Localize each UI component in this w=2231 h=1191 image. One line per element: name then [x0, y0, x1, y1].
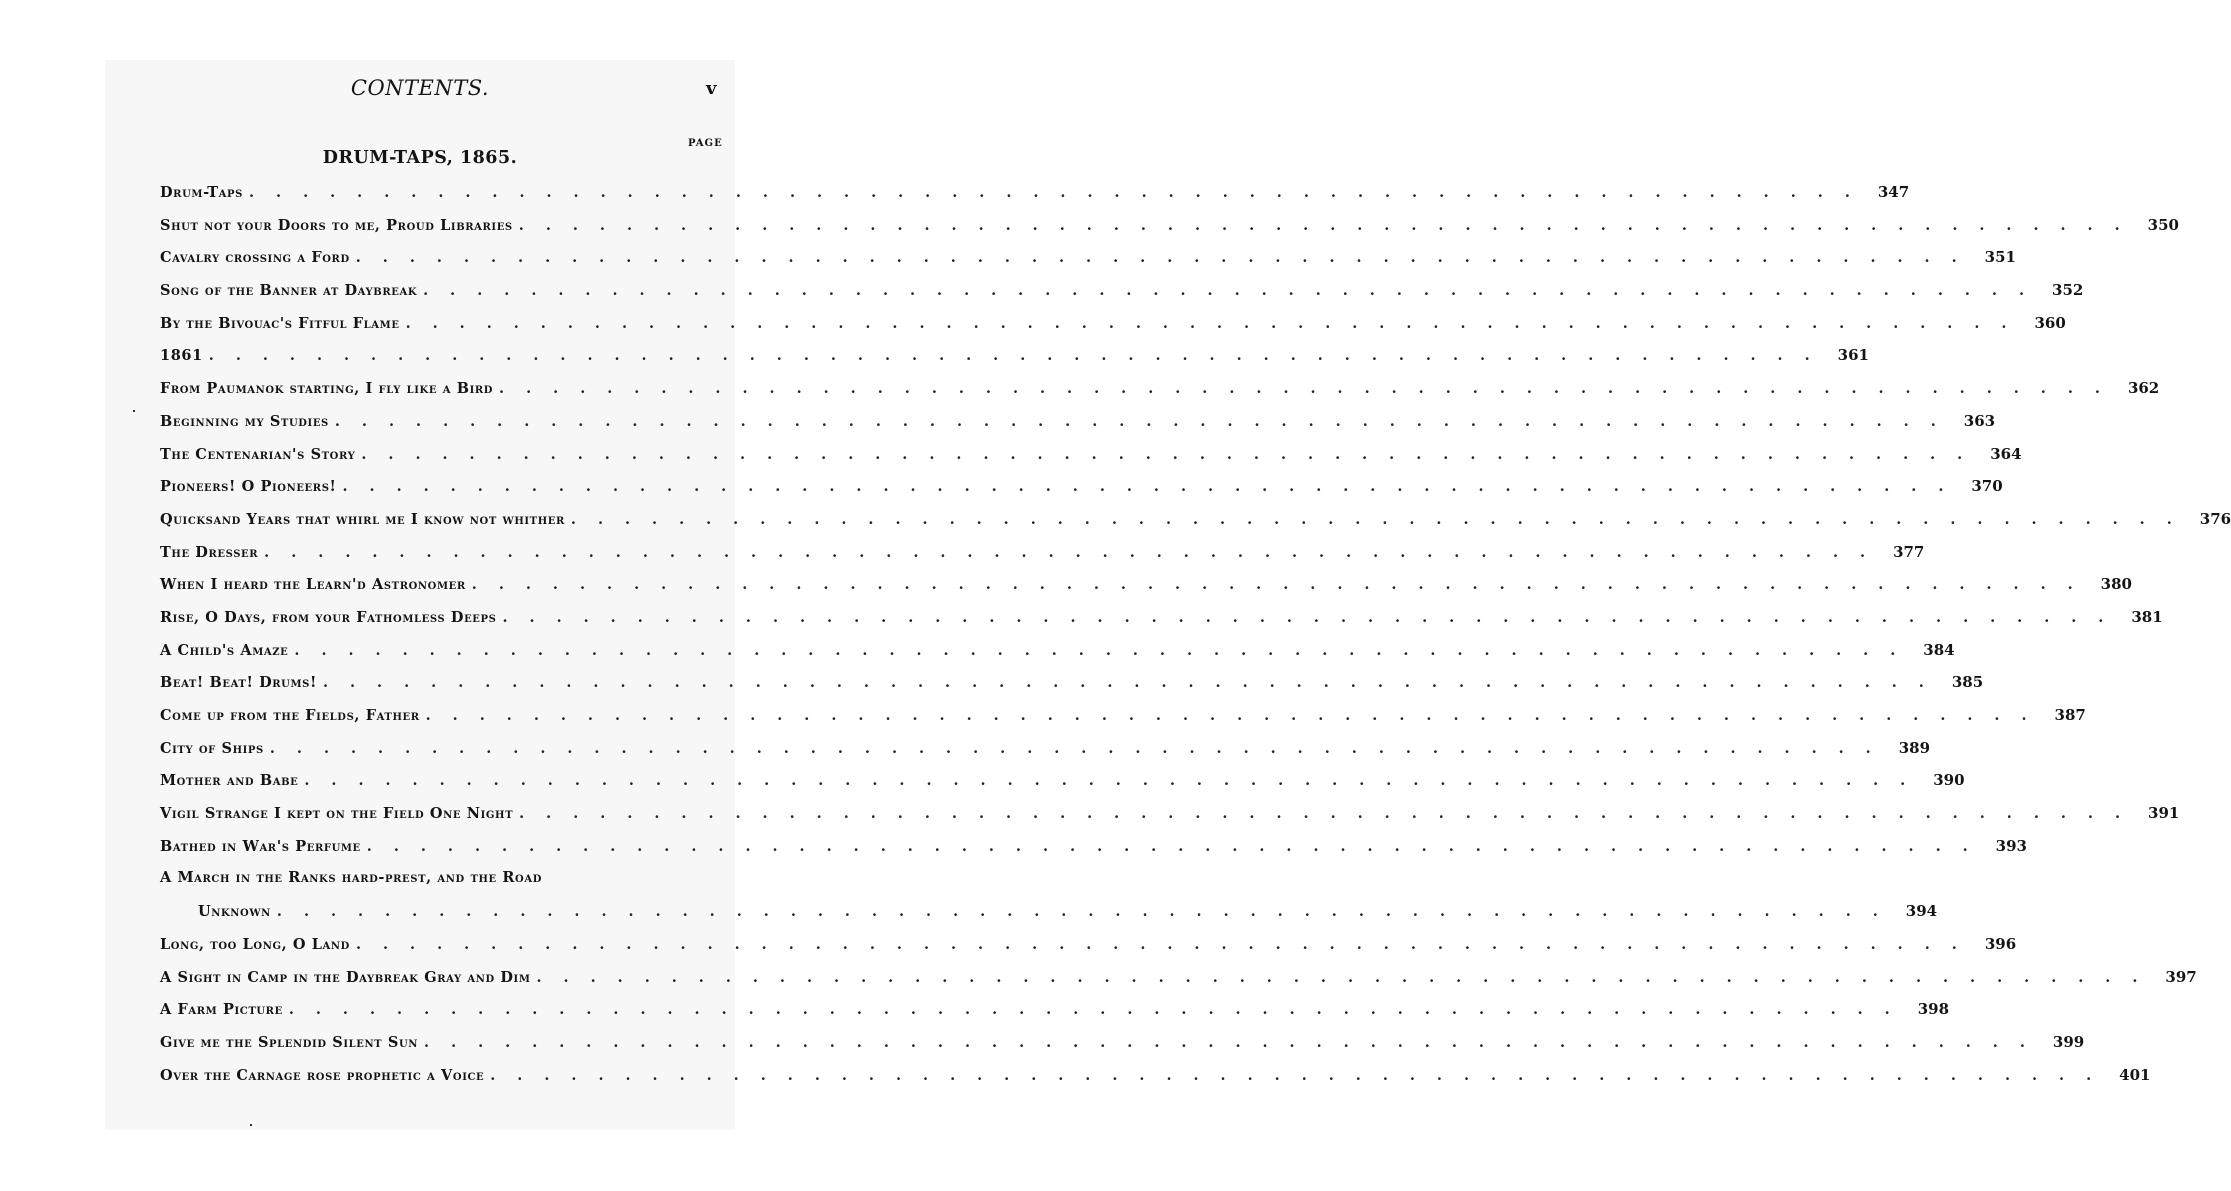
dot-leader: ............................................................ [264, 543, 1888, 561]
dot-leader: ............................................................ [536, 968, 2160, 986]
toc-entry-page: 364 [1990, 444, 2022, 463]
toc-entry [160, 215, 2179, 249]
toc-entry-title: Unknown [198, 903, 271, 921]
toc-entry-page: 360 [2034, 313, 2066, 332]
toc-entry-page: 361 [1837, 346, 1869, 365]
toc-entry-title: Vigil Strange I kept on the Field One Night [160, 805, 514, 823]
toc-entry [160, 804, 2180, 837]
toc-entry-page: 391 [2148, 804, 2180, 823]
toc-entry-page: 401 [2119, 1065, 2151, 1084]
toc-entry [160, 183, 1910, 216]
toc-entry [160, 706, 2086, 739]
toc-entry-page: 390 [1933, 771, 1965, 790]
toc-entry [160, 379, 2160, 412]
toc-entry [160, 281, 2084, 314]
toc-entry-page: 389 [1898, 738, 1931, 757]
toc-entry-page: 351 [1984, 248, 2016, 267]
toc-entry-title: From Paumanok starting, I fly like a Bird [160, 380, 494, 398]
toc-entry-page: 385 [1951, 673, 1984, 692]
toc-entry [160, 1000, 1950, 1033]
running-title: CONTENTS. [350, 76, 490, 100]
toc-entry-page: 376 [2199, 509, 2231, 528]
toc-entry [160, 1065, 2151, 1099]
toc-entry-title: Mother and Babe [160, 772, 299, 790]
toc-entry-page: 380 [2100, 575, 2132, 594]
dot-leader: ............................................................ [342, 478, 1966, 496]
toc-entry-title: Pioneers! O Pioneers! [160, 478, 337, 496]
toc-entry-page: 350 [2147, 215, 2179, 234]
toc-entry-page: 363 [1963, 411, 1996, 430]
toc-entry-page: 394 [1905, 902, 1938, 921]
toc-entry-page: 399 [2052, 1032, 2085, 1051]
toc-entry-page: 397 [2165, 967, 2197, 986]
toc-entry [160, 248, 2016, 281]
toc-entry-title: Rise, O Days, from your Fathomless Deeps [160, 608, 497, 626]
toc-entry [160, 967, 2197, 1001]
dot-leader: ............................................................ [471, 576, 2095, 594]
dot-leader: ............................................................ [425, 707, 2049, 724]
toc-entry-page: 362 [2127, 379, 2160, 398]
toc-entry [160, 934, 2017, 968]
dot-leader: ............................................................ [361, 445, 1985, 463]
dot-leader: ............................................................ [334, 412, 1958, 430]
toc-entry [160, 542, 1925, 576]
toc-entry [160, 869, 724, 902]
toc-entry-title: Over the Carnage rose prophetic a Voice [160, 1066, 485, 1084]
toc-entry-page: 352 [2052, 281, 2084, 300]
toc-entry-page: 387 [2054, 706, 2086, 724]
toc-entry-title: Shut not your Doors to me, Proud Libraries [160, 216, 513, 234]
folio-page-number: v [706, 78, 717, 99]
toc-entry [160, 902, 1938, 935]
dot-leader: ............................................................ [208, 347, 1832, 365]
toc-entry [160, 771, 1965, 804]
toc-entry-title: When I heard the Learn'd Astronomer [160, 576, 466, 594]
print-speck [133, 410, 135, 412]
toc-entry-title: The Dresser [160, 543, 259, 561]
toc-entry-title: Drum-Taps [160, 184, 243, 201]
toc-entry [160, 1032, 2085, 1066]
toc-entry-title: Song of the Banner at Daybreak [160, 282, 418, 300]
dot-leader: ............................................................ [288, 1001, 1912, 1019]
section-title: DRUM-TAPS, 1865. [322, 148, 518, 168]
toc-entry-title: Bathed in War's Perfume [160, 837, 361, 855]
toc-entry-title: Beat! Beat! Drums! [160, 674, 317, 692]
dot-leader: ............................................................ [355, 935, 1979, 953]
toc-entry-page: 347 [1877, 183, 1910, 201]
toc-entry-page: 381 [2131, 607, 2163, 626]
toc-entry-page: 377 [1893, 542, 1925, 561]
toc-entry [160, 607, 2163, 641]
dot-leader: ............................................................ [424, 1033, 2047, 1051]
toc-entry-title: Quicksand Years that whirl me I know not whither [160, 510, 565, 528]
page-column-label: PAGE [688, 138, 723, 149]
toc-entry-title: The Centenarian's Story [160, 445, 356, 463]
toc-entry-title: Long, too Long, O Land [160, 935, 350, 953]
toc-entry [160, 346, 1869, 379]
toc-entry-title: City of Ships [160, 739, 264, 757]
toc-entry-page: 396 [1984, 934, 2017, 953]
toc-entry-title: By the Bivouac's Fitful Flame [160, 314, 400, 332]
dot-leader: ............................................................ [518, 216, 2142, 234]
toc-entry [160, 411, 1996, 445]
toc-entry [160, 313, 2066, 347]
toc-entry-title: A Farm Picture [160, 1001, 283, 1019]
dot-leader: ............................................................ [519, 805, 2143, 823]
toc-entry [160, 836, 2027, 870]
print-speck [250, 1124, 252, 1126]
toc-entry [160, 640, 1955, 674]
toc-entry [160, 477, 2003, 510]
toc-entry-page: 370 [1971, 477, 2003, 496]
toc-entry-title: 1861 [160, 347, 203, 365]
dot-leader: ............................................................ [366, 837, 1990, 855]
toc-entry-title: A Sight in Camp in the Daybreak Gray and Dim [160, 968, 531, 986]
toc-entry-page: 398 [1917, 1000, 1950, 1019]
dot-leader: ............................................................ [355, 249, 1979, 267]
toc-entry [160, 738, 1931, 772]
toc-entry-title: Give me the Splendid Silent Sun [160, 1033, 419, 1051]
dot-leader: ............................................................ [570, 510, 2194, 528]
toc-entry-page: 384 [1923, 640, 1955, 659]
dot-leader: ............................................................ [269, 739, 1893, 757]
toc-entry-title: Come up from the Fields, Father [160, 707, 420, 724]
toc-entry-title: A Child's Amaze [160, 641, 289, 659]
dot-leader: ............................................................ [304, 772, 1928, 790]
toc-entry [160, 673, 1984, 706]
dot-leader: ............................................................ [502, 608, 2126, 626]
dot-leader: ............................................................ [490, 1066, 2114, 1084]
toc-entry-page: 393 [1995, 836, 2027, 855]
dot-leader: ............................................................ [248, 184, 1872, 201]
toc-entry [160, 575, 2132, 608]
toc-entry [160, 444, 2022, 478]
dot-leader: ............................................................ [423, 282, 2047, 300]
dot-leader: ............................................................ [405, 314, 2029, 332]
dot-leader: ............................................................ [499, 380, 2122, 398]
toc-entry [160, 509, 2231, 543]
dot-leader: ............................................................ [294, 641, 1918, 659]
dot-leader: ............................................................ [276, 903, 1900, 921]
table-of-contents [160, 183, 2231, 1098]
dot-leader: ............................................................ [322, 674, 1946, 692]
toc-entry-title: A March in the Ranks hard-prest, and the Road [160, 869, 543, 887]
toc-entry-title: Cavalry crossing a Ford [160, 249, 350, 267]
toc-entry-title: Beginning my Studies [160, 412, 329, 430]
